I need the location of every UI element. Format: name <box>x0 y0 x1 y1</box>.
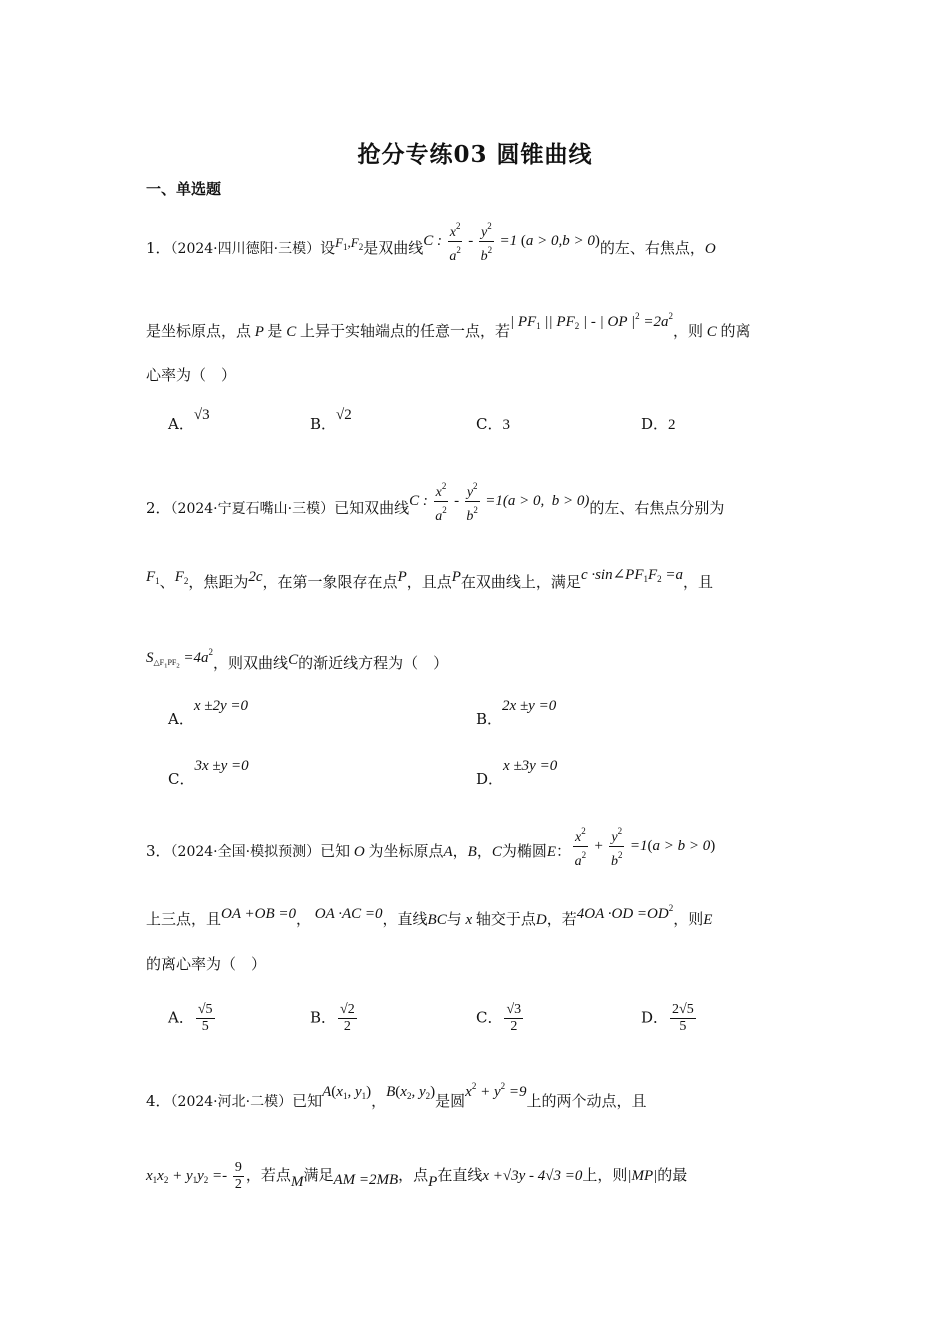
q2-option-d[interactable]: D．x ±3y =0 <box>476 758 558 788</box>
question-1-line-3: 心率为（ ） <box>146 366 237 384</box>
q3-option-d[interactable]: D． $\frac{2√5}{5}$ <box>641 1002 694 1034</box>
question-4-line-2: $x_1x_2 + y_1y_2$ =- $\frac{9}{2}$ ，若点M满足AM =2MB，点P在直线x +√3y - 4√3 =0上，则|MP|的最 <box>146 1160 688 1192</box>
q1-option-a[interactable]: A．√3 <box>168 407 210 433</box>
q1-option-b[interactable]: B．√2 <box>310 407 352 433</box>
q3-option-a[interactable]: A． $\frac{√5}{5}$ <box>168 1002 213 1034</box>
question-3-line-3: 的离心率为（ ） <box>146 955 267 973</box>
question-4-line-1: 4．（2024·河北·二模）已知$A(x_1$, $y_1$)，$B(x_2$, $y_2$)是圆$x^2 + y^2 =9$上的两个动点，且 <box>146 1081 647 1110</box>
question-3-line-2: 上三点，且OA +OB =0， OA ·AC =0，直线BC与 x 轴交于点D，若$4OA \cdot OD =OD^2$，则E <box>146 903 713 928</box>
q2-option-b[interactable]: B．2x ±y =0 <box>476 698 557 728</box>
q3-option-b[interactable]: B． $\frac{√2}{2}$ <box>310 1002 355 1034</box>
question-2-line-1: 2．（2024·宁夏石嘴山·三模）已知双曲线C : $\frac{x^2}{a^2}$ - $\frac{y^2}{b^2}$ =1(a > 0, b > 0)的左、右焦点分别为 <box>146 486 724 533</box>
q2-option-a[interactable]: A．x ±2y =0 <box>168 698 249 728</box>
question-1-line-2: 是坐标原点，点 P 是 C 上异于实轴端点的任意一点，若| $PF_1$ || $PF_2$ | - | OP $|^2 =2a^2$，则 C 的离 <box>146 311 751 340</box>
question-2-line-3: $S_{\triangle F_1PF_2} =4a^2$，则双曲线C的渐近线方程为（ ） <box>146 647 449 672</box>
question-1-line-1: 1．（2024·四川德阳·三模）设$F_1,F_2$是双曲线C : $\frac{x^2}{a^2}$ - $\frac{y^2}{b^2}$ =1 (a > 0,b > 0)的左、右焦点，O <box>146 226 716 273</box>
q1-option-d[interactable]: D．2 <box>641 415 676 433</box>
q1-option-c[interactable]: C．3 <box>476 415 510 433</box>
question-3-line-1: 3．（2024·全国·模拟预测）已知 O 为坐标原点A，B，C为椭圆E： $\frac{x^2}{a^2}$ + $\frac{y^2}{b^2}$ =1(a > b > 0) <box>146 829 715 876</box>
q3-option-c[interactable]: C． $\frac{√3}{2}$ <box>476 1002 522 1034</box>
q2-option-c[interactable]: C．3x ±y =0 <box>168 758 249 788</box>
section-heading: 一、单选题 <box>146 180 222 198</box>
page-title: 抢分专练03 圆锥曲线 <box>357 141 593 168</box>
question-2-line-2: $F_1$、$F_2$，焦距为2c，在第一象限存在点P，且点P在双曲线上，满足$c \cdot\sin\angle PF_1F_2 =a$，且 <box>146 567 714 591</box>
